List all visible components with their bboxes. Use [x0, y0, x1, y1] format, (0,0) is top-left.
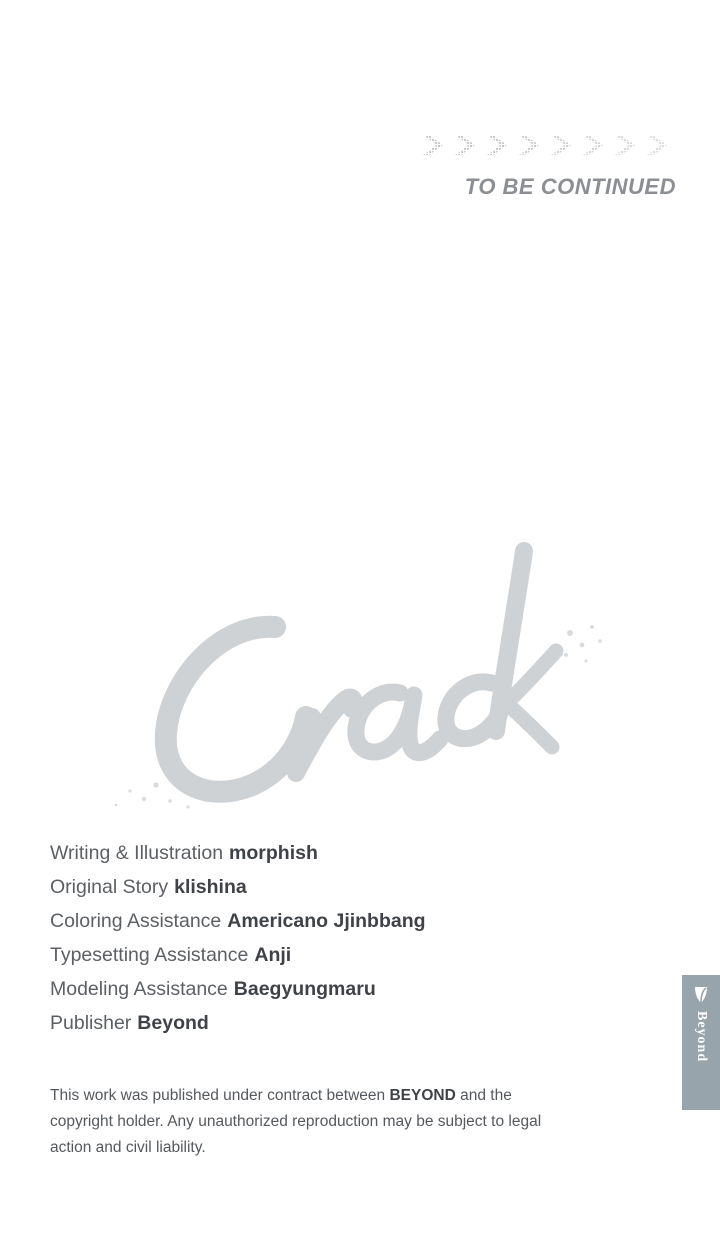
- credit-role: Publisher: [50, 1012, 132, 1034]
- credit-name: Beyond: [137, 1012, 209, 1034]
- publisher-tab[interactable]: [682, 975, 720, 1110]
- credit-line: [50, 938, 610, 972]
- credit-role: Original Story: [50, 876, 169, 898]
- credit-line: [50, 836, 610, 870]
- credit-name: Baegyungmaru: [233, 978, 376, 1000]
- credit-line: [50, 870, 610, 904]
- credit-name: morphish: [229, 842, 318, 864]
- chevron-right-halftone-icon: [580, 130, 610, 160]
- to-be-continued-label: TO BE CONTINUED: [464, 174, 676, 199]
- chevron-right-halftone-icon: [644, 130, 674, 160]
- credit-role: Modeling Assistance: [50, 978, 228, 1000]
- chevron-right-halftone-icon: [612, 130, 642, 160]
- publisher-tab-label: Beyond: [694, 1011, 709, 1063]
- credit-name: klishina: [174, 876, 247, 898]
- credit-role: Typesetting Assistance: [50, 944, 249, 966]
- chevron-right-halftone-icon: [420, 130, 450, 160]
- chevron-right-halftone-icon: [548, 130, 578, 160]
- credit-role: Writing & Illustration: [50, 842, 224, 864]
- copyright-notice: [50, 1083, 570, 1161]
- copyright-notice-publisher: BEYOND: [389, 1087, 456, 1104]
- copyright-notice-rest: and the copyright holder. Any unauthorized reproduction may be subject to legal action and civil liability.: [50, 1087, 542, 1156]
- chevron-arrow-row: [296, 128, 676, 162]
- credit-line: [50, 1006, 610, 1040]
- chevron-right-halftone-icon: [484, 130, 514, 160]
- credits-list: [50, 836, 610, 1040]
- chevron-right-halftone-icon: [452, 130, 482, 160]
- credit-line: [50, 904, 610, 938]
- credit-line: [50, 972, 610, 1006]
- beyond-leaf-mark-icon: [693, 985, 709, 1005]
- to-be-continued-block: [296, 128, 676, 200]
- chevron-right-halftone-icon: [516, 130, 546, 160]
- copyright-notice-prefix: This work was published under contract between: [50, 1087, 390, 1104]
- credit-name: Americano Jjinbbang: [227, 910, 426, 932]
- credit-name: Anji: [254, 944, 292, 966]
- credit-role: Coloring Assistance: [50, 910, 222, 932]
- crack-watermark-logo: [100, 455, 620, 825]
